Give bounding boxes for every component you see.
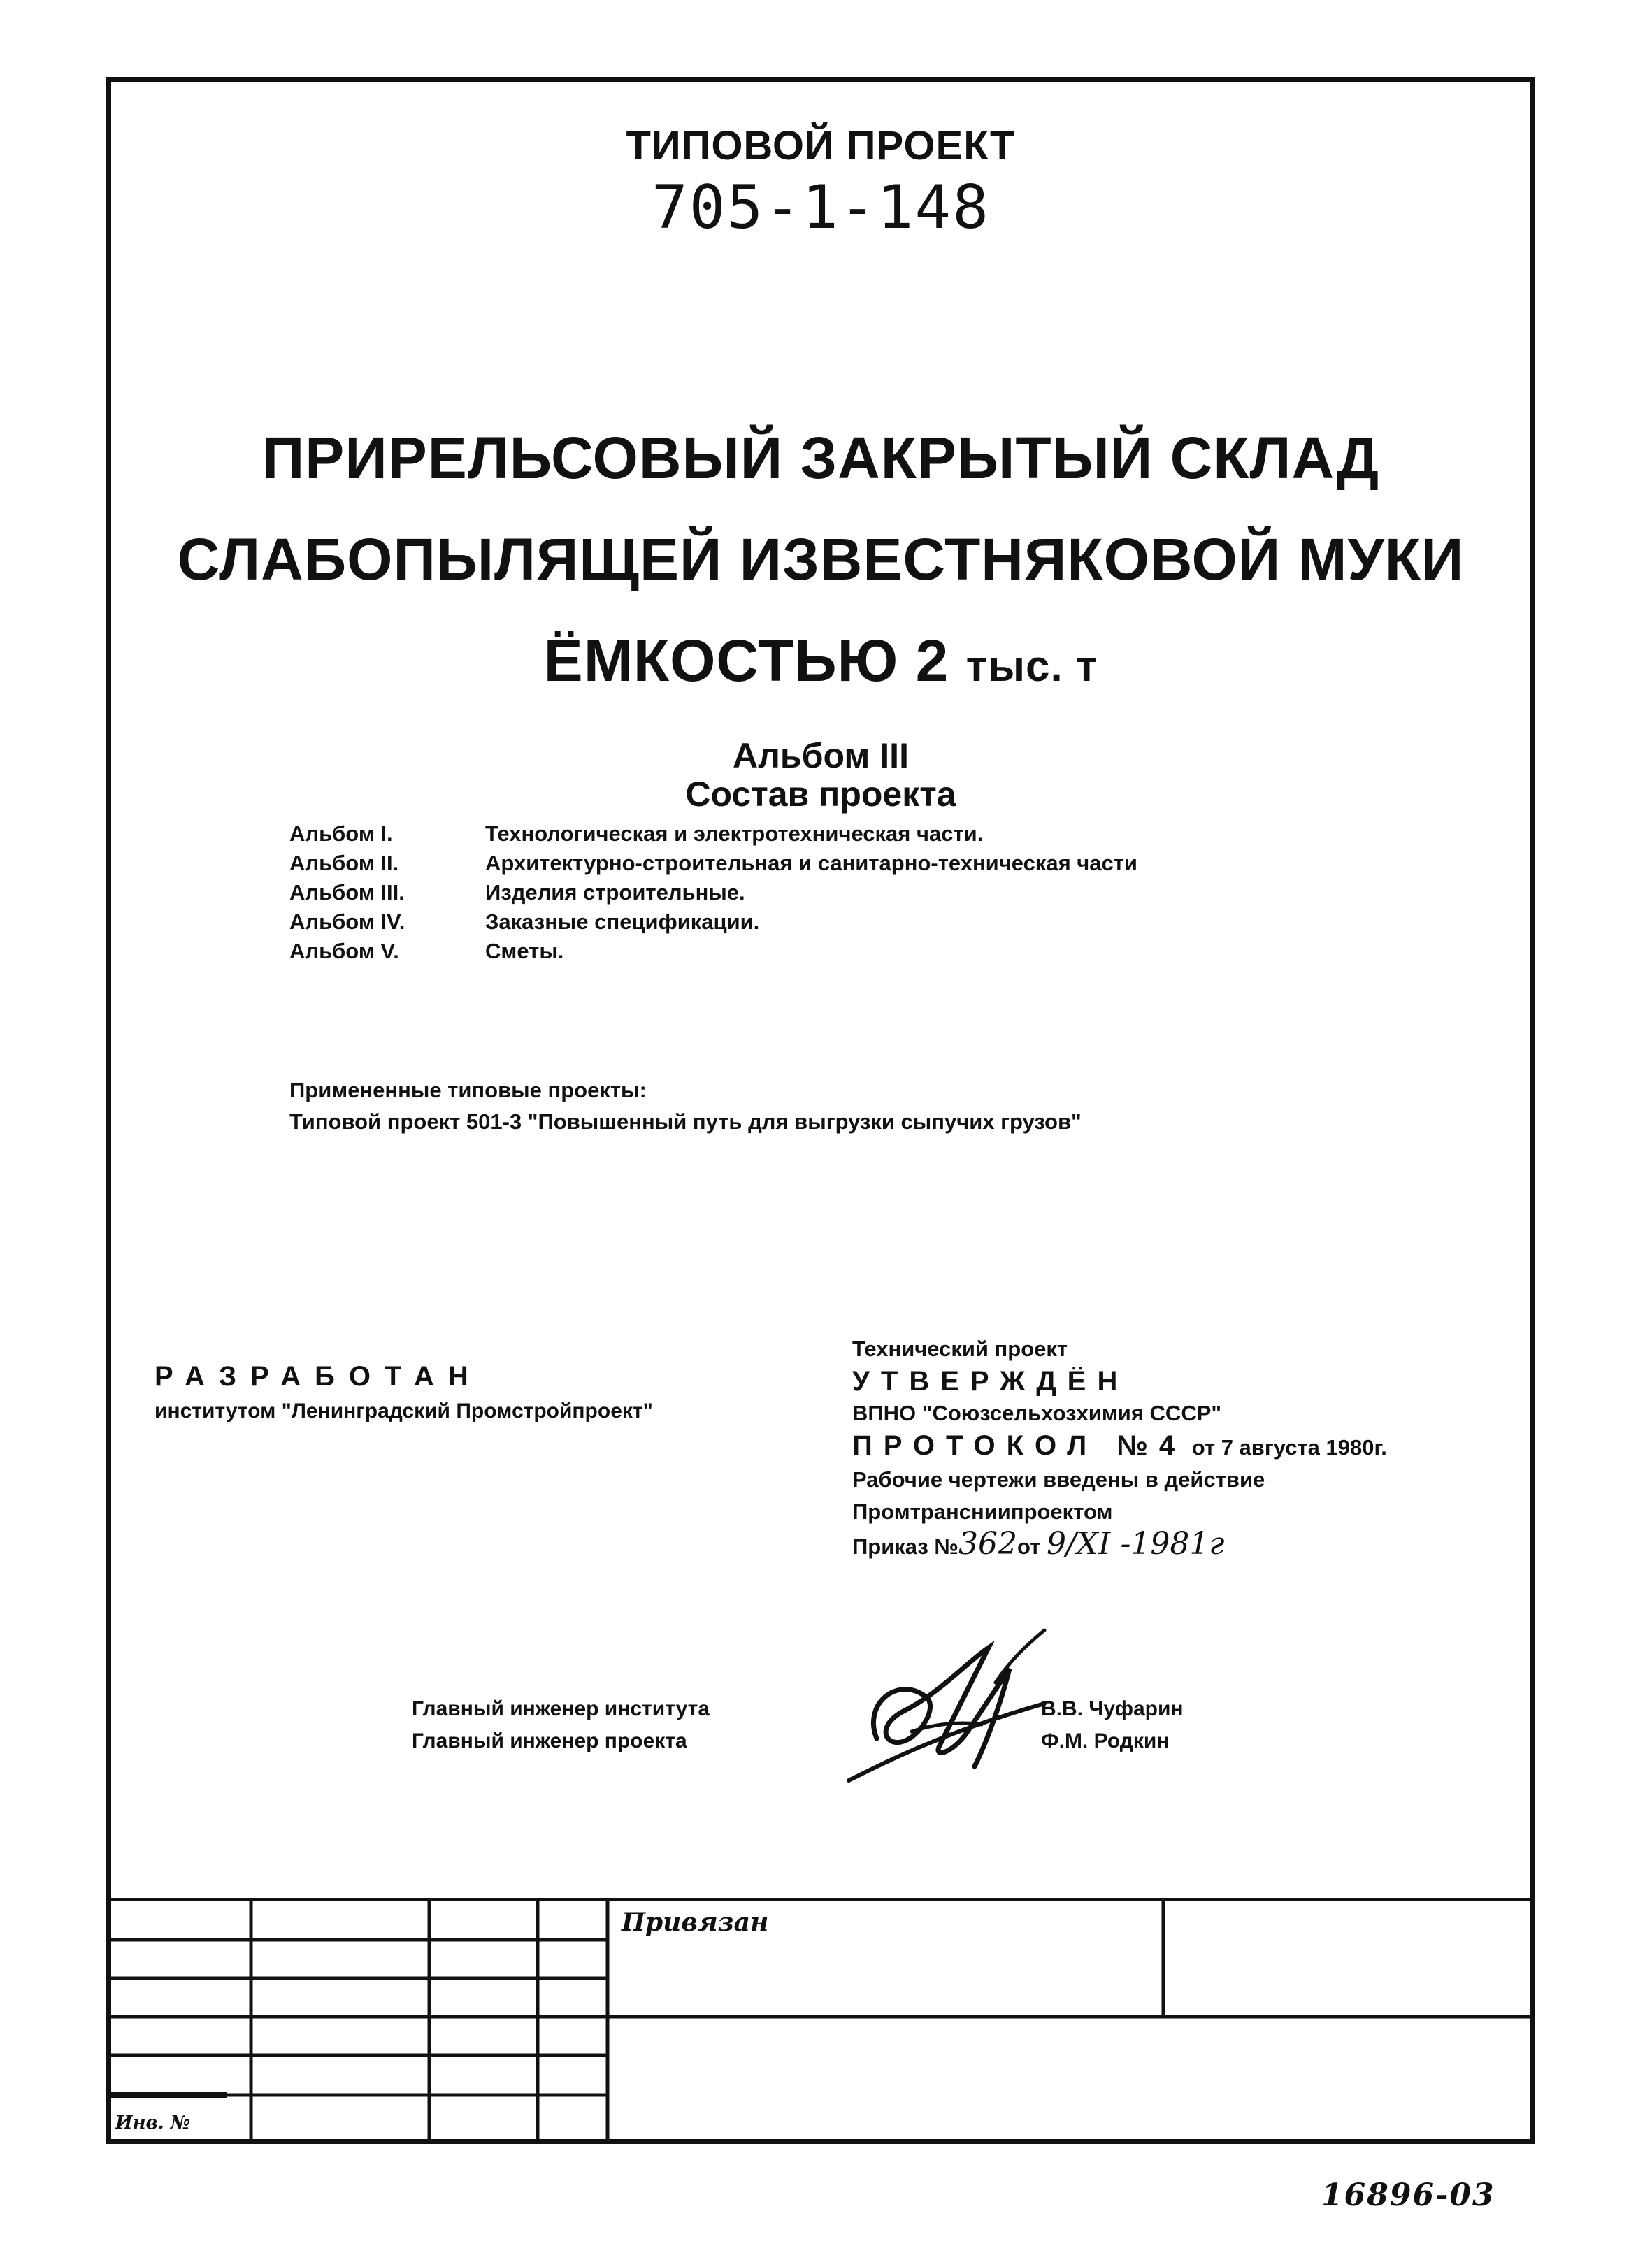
title-line-3 (111, 627, 1530, 695)
signer-role-2: Главный инженер проекта (412, 1729, 687, 1752)
signature-stroke-2 (849, 1704, 1044, 1780)
approval-line-5: Рабочие чертежи введены в действие (852, 1467, 1265, 1492)
page-frame (106, 77, 1535, 2144)
composition-title: Состав проекта (685, 775, 956, 814)
order-prefix: Приказ № (852, 1534, 958, 1559)
project-type-label: ТИПОВОЙ ПРОЕКТ (626, 123, 1016, 168)
document-code: 16896-03 (1321, 2178, 1495, 2213)
signer-names (1041, 1693, 1184, 1757)
current-album: Альбом III (733, 736, 909, 775)
developed-heading: РАЗРАБОТАН (155, 1361, 482, 1392)
album-number: Альбом V. (289, 939, 399, 963)
signer-name-1: В.В. Чуфарин (1041, 1697, 1184, 1720)
developed-by: институтом "Ленинградский Промстройпроект" (155, 1399, 653, 1423)
approval-line-1: Технический проект (852, 1337, 1068, 1361)
album-title: Изделия строительные. (485, 880, 745, 905)
title-line-1: ПРИРЕЛЬСОВЫЙ ЗАКРЫТЫЙ СКЛАД (261, 425, 1380, 491)
applied-projects (289, 1074, 1082, 1137)
order-date: 9/XI -1981г (1046, 1526, 1225, 1562)
protocol-label: ПРОТОКОЛ №4 (852, 1430, 1186, 1461)
album-number: Альбом IV. (289, 909, 405, 934)
inventory-number-label: Инв. № (115, 2112, 190, 2133)
album-title: Технологическая и электротехническая части. (485, 821, 984, 846)
approval-block (852, 1333, 1387, 1563)
approval-line-3: ВПНО "Союзсельхозхимия СССР" (852, 1401, 1222, 1425)
album-list (289, 821, 1137, 968)
approval-line-7 (852, 1528, 1387, 1563)
album-number: Альбом II. (289, 851, 399, 875)
bound-label: Привязан (622, 1908, 769, 1937)
protocol-date: от 7 августа 1980г. (1186, 1435, 1387, 1460)
approval-line-6: Промтрансниипроектом (852, 1499, 1113, 1524)
signer-role-1: Главный инженер института (412, 1697, 710, 1720)
signer-name-2: Ф.М. Родкин (1041, 1729, 1170, 1752)
signature-stroke-1 (873, 1648, 1010, 1766)
album-item (289, 880, 1137, 909)
applied-project-item: Типовой проект 501-3 "Повышенный путь для выгрузки сыпучих грузов" (289, 1109, 1082, 1134)
signature-stroke-3 (996, 1630, 1044, 1683)
capacity-text: ЁМКОСТЬЮ 2 (543, 628, 949, 693)
album-title: Сметы. (485, 939, 564, 963)
order-number: 362 (958, 1526, 1017, 1562)
order-mid: от (1017, 1534, 1047, 1559)
album-title: Заказные спецификации. (485, 909, 760, 934)
album-item (289, 909, 1137, 939)
album-item (289, 821, 1137, 851)
album-item (289, 939, 1137, 968)
applied-projects-label: Примененные типовые проекты: (289, 1078, 647, 1102)
signature-image (835, 1620, 1058, 1801)
album-number: Альбом I. (289, 821, 393, 846)
title-line-2: СЛАБОПЫЛЯЩЕЙ ИЗВЕСТНЯКОВОЙ МУКИ (177, 526, 1465, 592)
album-title: Архитектурно-строительная и санитарно-техническая части (485, 851, 1137, 875)
approval-line-4 (852, 1430, 1387, 1464)
capacity-unit: тыс. т (965, 642, 1098, 691)
album-number: Альбом III. (289, 880, 405, 905)
signer-roles (412, 1693, 710, 1757)
album-item (289, 851, 1137, 880)
project-number: 705-1-148 (652, 173, 990, 243)
approval-line-2: УТВЕРЖДЁН (852, 1366, 1129, 1397)
stamp-table (111, 1898, 1530, 2139)
